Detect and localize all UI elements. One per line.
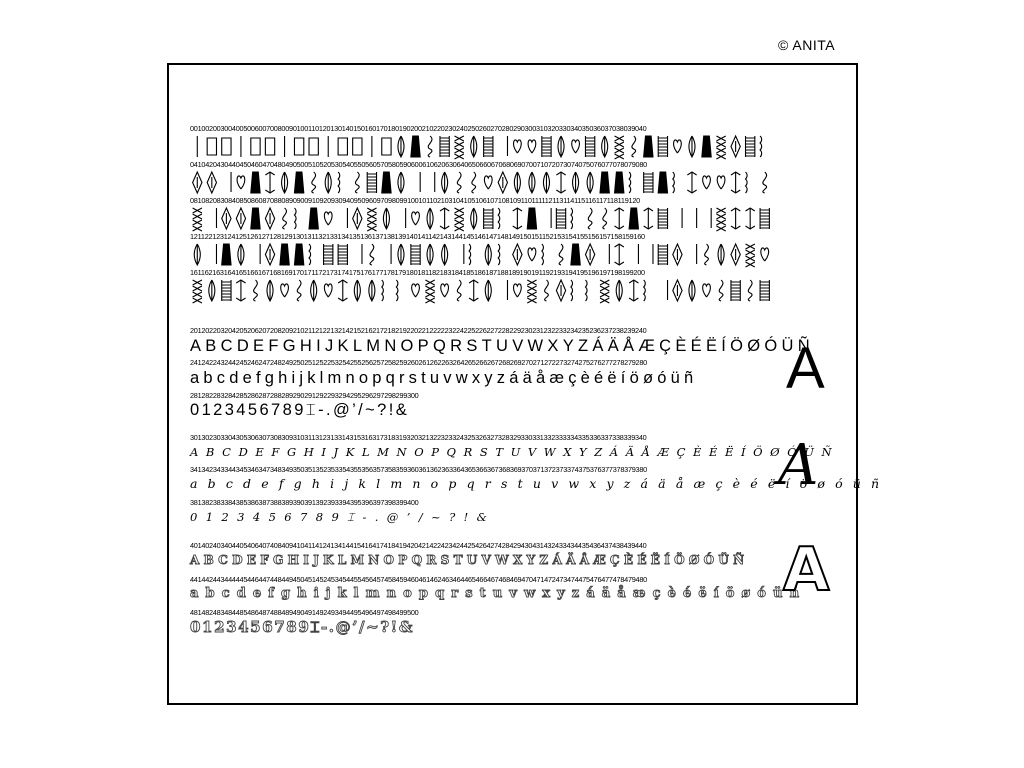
stitch-pattern-icon	[367, 172, 376, 193]
stitch-patterns-1-40	[190, 133, 772, 160]
stitch-pattern-icon	[309, 244, 311, 265]
stitch-pattern-icon	[338, 138, 347, 155]
stitch-pattern-icon	[644, 280, 646, 301]
sans-lowercase-row: abcdefghijklmnopqrstuvwxyzáäåæçèéëíöøóüñ	[190, 369, 698, 387]
pattern-numbers: 301302303304305306307308309310311312313314315316317318319320321322323324325326327328329330331332333334335336337338339340	[190, 433, 647, 442]
stitch-pattern-icon	[556, 172, 565, 193]
stitch-pattern-icon	[455, 208, 464, 231]
stitch-pattern-icon	[427, 208, 433, 229]
stitch-pattern-icon	[673, 244, 682, 265]
stitch-row-numbers: 041042043044045046047048049050051052053054055056057058059060061062063064065066067068069070071072073074075076077078079080	[190, 160, 647, 169]
script-uppercase-row: ABCDEFGHIJKLMNOPQRSTUVWXYZÁÄÅÆÇÈÉËÍÖØÓÜÑ	[190, 445, 840, 459]
stitch-pattern-icon	[719, 280, 723, 301]
stitch-pattern-icon	[353, 208, 362, 229]
stitch-pattern-icon	[294, 208, 296, 229]
stitch-pattern-icon	[673, 172, 675, 193]
stitch-pattern-icon	[674, 140, 682, 153]
stitch-pattern-icon	[440, 208, 449, 229]
stitch-pattern-icon	[658, 172, 667, 193]
stitch-pattern-icon	[731, 280, 740, 301]
stitch-pattern-icon	[585, 136, 594, 157]
stitch-pattern-icon	[629, 172, 631, 193]
stitch-pattern-icon	[716, 136, 725, 159]
stitch-pattern-icon	[572, 140, 580, 153]
script-sample-letter: A	[778, 433, 819, 498]
stitch-pattern-icon	[297, 280, 301, 301]
stitch-pattern-icon	[571, 280, 573, 301]
stitch-pattern-icon	[600, 172, 609, 193]
stitch-row-glyphs	[190, 241, 772, 268]
stitch-pattern-icon	[294, 244, 303, 265]
stitch-pattern-icon	[571, 244, 580, 265]
stitch-pattern-icon	[367, 208, 376, 231]
stitch-pattern-icon	[267, 280, 273, 301]
stitch-pattern-icon	[602, 136, 608, 157]
outline-uppercase-row: ABCDEFGHIJKLMNOPQRSTUVWXYZÁÄÅÆÇÈÉËÍÖØÓÜÑ	[190, 553, 749, 567]
stitch-pattern-icon	[312, 172, 316, 193]
stitch-pattern-icon	[457, 172, 461, 193]
copyright-text: © ANITA	[778, 37, 836, 53]
stitch-pattern-icon	[529, 172, 535, 193]
stitch-pattern-icon	[442, 244, 448, 265]
stitch-pattern-icon	[194, 244, 200, 265]
stitch-pattern-icon	[731, 136, 740, 157]
stitch-pattern-icon	[280, 244, 289, 265]
stitch-pattern-icon	[294, 138, 303, 155]
stitch-pattern-icon	[528, 140, 536, 153]
stitch-pattern-icon	[382, 280, 384, 301]
stitch-pattern-icon	[748, 280, 752, 301]
stitch-pattern-icon	[265, 244, 274, 265]
stitch-pattern-icon	[761, 248, 769, 261]
stitch-pattern-icon	[731, 244, 740, 265]
stitch-pattern-icon	[309, 138, 318, 155]
stitch-pattern-icon	[325, 172, 331, 193]
stitch-row-numbers: 081082083084085086087088089090091092093094095096097098099100101102103104105106107108109110111112113114115116117118119120	[190, 196, 640, 205]
stitch-pattern-icon	[513, 244, 522, 265]
stitch-pattern-icon	[542, 136, 551, 157]
stitch-pattern-icon	[658, 208, 667, 229]
stitch-pattern-icon	[471, 208, 477, 229]
stitch-pattern-icon	[282, 172, 288, 193]
stitch-pattern-icon	[398, 172, 404, 193]
stitch-pattern-icon	[587, 172, 593, 193]
stitch-pattern-icon	[731, 172, 740, 193]
stitch-pattern-icon	[455, 136, 464, 159]
stitch-pattern-icon	[632, 136, 636, 157]
stitch-pattern-icon	[251, 138, 260, 155]
stitch-pattern-icon	[585, 244, 594, 265]
stitch-pattern-icon	[600, 280, 609, 303]
stitch-pattern-icon	[746, 208, 755, 229]
stitch-pattern-icon	[338, 172, 340, 193]
stitch-pattern-icon	[658, 136, 667, 157]
outline-alphabet-section	[190, 541, 807, 637]
stitch-pattern-icon	[222, 138, 231, 155]
pattern-numbers: 401402403404405406407408409410411412413414415416417418419420421422423424425426427428429430431432433434435436437438439440	[190, 541, 647, 550]
stitch-pattern-icon	[382, 172, 391, 193]
stitch-patterns-81-120	[190, 205, 772, 232]
stitch-pattern-icon	[545, 280, 549, 301]
stitch-pattern-icon	[338, 244, 347, 265]
stitch-pattern-icon	[442, 172, 448, 193]
stitch-pattern-icon	[398, 136, 404, 157]
outline-digits-row: 0123456789⌶-.@’/~?!&	[190, 618, 415, 636]
stitch-pattern-icon	[556, 280, 565, 301]
stitch-pattern-icon	[616, 280, 622, 301]
outline-lowercase-row: abcdefghijklmnopqrstuvwxyzáäåæçèéëíöøóüñ	[190, 586, 807, 601]
stitch-pattern-icon	[338, 280, 347, 301]
stitch-pattern-icon	[603, 208, 607, 229]
stitch-pattern-icon	[716, 208, 725, 231]
pattern-numbers: 281282283284285286287288289290291292293294295296297298299300	[190, 391, 419, 400]
stitch-pattern-icon	[254, 280, 258, 301]
stitch-row-2	[190, 161, 772, 197]
stitch-pattern-icon	[513, 140, 521, 153]
stitch-pattern-icon	[324, 284, 332, 297]
stitch-pattern-icon	[760, 208, 769, 229]
pattern-numbers: 241242243244245246247248249250251252253254255256257258259260261262263264265266267268269270271272273274275276277278279280	[190, 358, 647, 367]
sans-sample-letter: A	[786, 336, 825, 401]
stitch-pattern-icon	[585, 280, 587, 301]
stitch-pattern-icon	[265, 208, 274, 229]
stitch-pattern-icon	[485, 280, 491, 301]
stitch-pattern-icon	[689, 136, 695, 157]
stitch-pattern-icon	[513, 284, 521, 297]
sans-digits-row: 0123456789⌶-.@’/~?!&	[190, 401, 410, 419]
stitch-pattern-icon	[513, 208, 522, 229]
stitch-pattern-icon	[209, 280, 215, 301]
stitch-pattern-icon	[746, 244, 755, 267]
stitch-pattern-icon	[236, 280, 245, 301]
sans-alphabet-section	[190, 326, 814, 420]
stitch-pattern-icon	[542, 244, 544, 265]
stitch-pattern-icon	[369, 280, 375, 301]
stitch-pattern-icon	[484, 208, 493, 229]
pattern-numbers: 201202203204205206207208209210211212213214215216217218219220221222223224225226227228229230231232233234235236237238239240	[190, 326, 647, 335]
stitch-pattern-icon	[689, 280, 695, 301]
stitch-pattern-icon	[236, 208, 245, 229]
stitch-pattern-icon	[472, 172, 476, 193]
stitch-pattern-icon	[396, 280, 398, 301]
stitch-pattern-icon	[746, 172, 748, 193]
stitch-row-numbers: 121122123124125126127128129130131132133134135136137138139140141142143144145146147148149150151152153154155156157158159160	[190, 232, 645, 241]
stitch-pattern-icon	[687, 172, 696, 193]
stitch-pattern-icon	[441, 284, 449, 297]
stitch-pattern-icon	[222, 280, 231, 301]
stitch-pattern-icon	[615, 244, 624, 265]
stitch-pattern-icon	[527, 280, 536, 303]
stitch-patterns-121-160	[190, 241, 772, 268]
stitch-pattern-icon	[355, 172, 359, 193]
stitch-pattern-icon	[573, 172, 579, 193]
stitch-row-numbers: 001002003004005006007008009010011012013014015016017018019020021022023024025026027028029030031032033034035036037038039040	[190, 124, 647, 133]
stitch-pattern-icon	[559, 244, 563, 265]
stitch-pattern-icon	[746, 136, 755, 157]
stitch-row-glyphs	[190, 277, 772, 304]
stitch-pattern-icon	[528, 248, 536, 261]
stitch-pattern-icon	[717, 176, 725, 189]
stitch-pattern-icon	[571, 208, 573, 229]
stitch-pattern-icon	[644, 208, 653, 229]
script-digits-row: 0123456789⌶-.@’/~?!&	[190, 510, 496, 524]
stitch-pattern-icon	[354, 280, 360, 301]
stitch-pattern-icon	[673, 280, 682, 301]
stitch-pattern-icon	[484, 136, 493, 157]
pattern-numbers: 381382383384385386387388389390391392393394395396397398399400	[190, 498, 419, 507]
stitch-row-1	[190, 125, 772, 161]
stitch-pattern-icon	[469, 244, 471, 265]
pattern-numbers: 441442443444445446447448449450451452453454455456457458459460461462463464465466467468469470471472473474475476477478479480	[190, 575, 647, 584]
stitch-pattern-icon	[498, 172, 507, 193]
stitch-pattern-icon	[311, 280, 317, 301]
stitch-pattern-icon	[283, 208, 287, 229]
stitch-pattern-icon	[193, 280, 202, 303]
stitch-pattern-icon	[428, 136, 432, 157]
stitch-pattern-icon	[703, 176, 711, 189]
stitch-pattern-icon	[615, 208, 624, 229]
stitch-pattern-icon	[615, 172, 624, 193]
stitch-pattern-icon	[485, 244, 491, 265]
stitch-pattern-icon	[703, 284, 711, 297]
stitch-row-3	[190, 197, 772, 233]
stitch-pattern-icon	[514, 172, 520, 193]
stitch-row-glyphs	[190, 133, 772, 160]
stitch-pattern-icon	[615, 136, 624, 159]
stitch-row-numbers: 161162163164165166167168169170171172173174175176177178179180181182183184185186187188189190191192193194195196197198199200	[190, 268, 645, 277]
stitch-pattern-icon	[498, 244, 500, 265]
stitch-pattern-icon	[238, 244, 244, 265]
stitch-pattern-icon	[644, 136, 653, 157]
stitch-pattern-icon	[398, 244, 404, 265]
stitch-row-glyphs	[190, 169, 772, 196]
sans-uppercase-row: ABCDEFGHIJKLMNOPQRSTUVWXYZÁÄÅÆÇÈÉËÍÖØÓÜÑ	[190, 337, 814, 355]
stitch-pattern-icon	[498, 208, 500, 229]
script-lowercase-row: abcdefghijklmnopqrstuvwxyzáäåæçèéëíöøóüñ	[190, 476, 890, 491]
stitch-pattern-icon	[658, 244, 667, 265]
stitch-pattern-icon	[353, 138, 362, 155]
stitch-pattern-icon	[702, 136, 711, 157]
stitch-pattern-icon	[207, 138, 216, 155]
stitch-pattern-icon	[427, 244, 433, 265]
stitch-patterns-161-200	[190, 277, 772, 304]
stitch-pattern-icon	[207, 172, 216, 193]
pattern-numbers: 481482483484485486487488489490491492493494495496497498499500	[190, 608, 419, 617]
stitch-pattern-icon	[705, 244, 709, 265]
stitch-pattern-icon	[731, 208, 740, 229]
stitch-pattern-icon	[471, 136, 477, 157]
stitch-pattern-icon	[763, 172, 767, 193]
stitch-pattern-icon	[412, 284, 420, 297]
script-alphabet-section	[190, 433, 890, 527]
stitch-pattern-icon	[383, 208, 389, 229]
stitch-pattern-icon	[222, 208, 231, 229]
stitch-pattern-icon	[265, 172, 274, 193]
stitch-pattern-icon	[222, 244, 231, 265]
stitch-pattern-icon	[558, 136, 564, 157]
stitch-pattern-icon	[382, 138, 391, 155]
stitch-pattern-icon	[251, 172, 260, 193]
stitch-pattern-icon	[484, 176, 492, 189]
stitch-pattern-icon	[265, 138, 274, 155]
stitch-pattern-icon	[644, 172, 653, 193]
stitch-pattern-icon	[718, 244, 724, 265]
stitch-pattern-icon	[543, 172, 549, 193]
stitch-pattern-table	[190, 125, 772, 305]
stitch-row-glyphs	[190, 205, 772, 232]
outline-sample-letter: A	[783, 535, 830, 605]
stitch-pattern-icon	[324, 212, 332, 225]
stitch-pattern-icon	[251, 208, 260, 229]
stitch-pattern-icon	[411, 244, 420, 265]
stitch-pattern-icon	[440, 136, 449, 157]
stitch-pattern-icon	[760, 280, 769, 301]
stitch-row-4	[190, 233, 772, 269]
stitch-pattern-icon	[629, 208, 638, 229]
stitch-pattern-icon	[370, 244, 374, 265]
stitch-pattern-icon	[425, 280, 434, 303]
stitch-row-5	[190, 269, 772, 305]
stitch-pattern-icon	[309, 208, 318, 229]
stitch-pattern-icon	[237, 176, 245, 189]
stitch-pattern-icon	[324, 244, 333, 265]
stitch-pattern-icon	[469, 280, 478, 301]
stitch-pattern-icon	[588, 208, 592, 229]
stitch-pattern-icon	[629, 280, 638, 301]
stitch-pattern-icon	[281, 284, 289, 297]
stitch-pattern-icon	[294, 172, 303, 193]
stitch-pattern-icon	[760, 136, 762, 157]
stitch-pattern-icon	[193, 208, 202, 231]
stitch-pattern-icon	[527, 208, 536, 229]
stitch-pattern-icon	[411, 136, 420, 157]
stitch-pattern-icon	[412, 212, 420, 225]
stitch-patterns-41-80	[190, 169, 772, 196]
pattern-numbers: 341342343344345346347348349350351352353354355356357358359360361362363364365366367368369370371372373374375376377378379380	[190, 465, 647, 474]
stitch-pattern-icon	[457, 280, 461, 301]
stitch-pattern-icon	[193, 172, 202, 193]
stitch-pattern-icon	[556, 208, 565, 229]
